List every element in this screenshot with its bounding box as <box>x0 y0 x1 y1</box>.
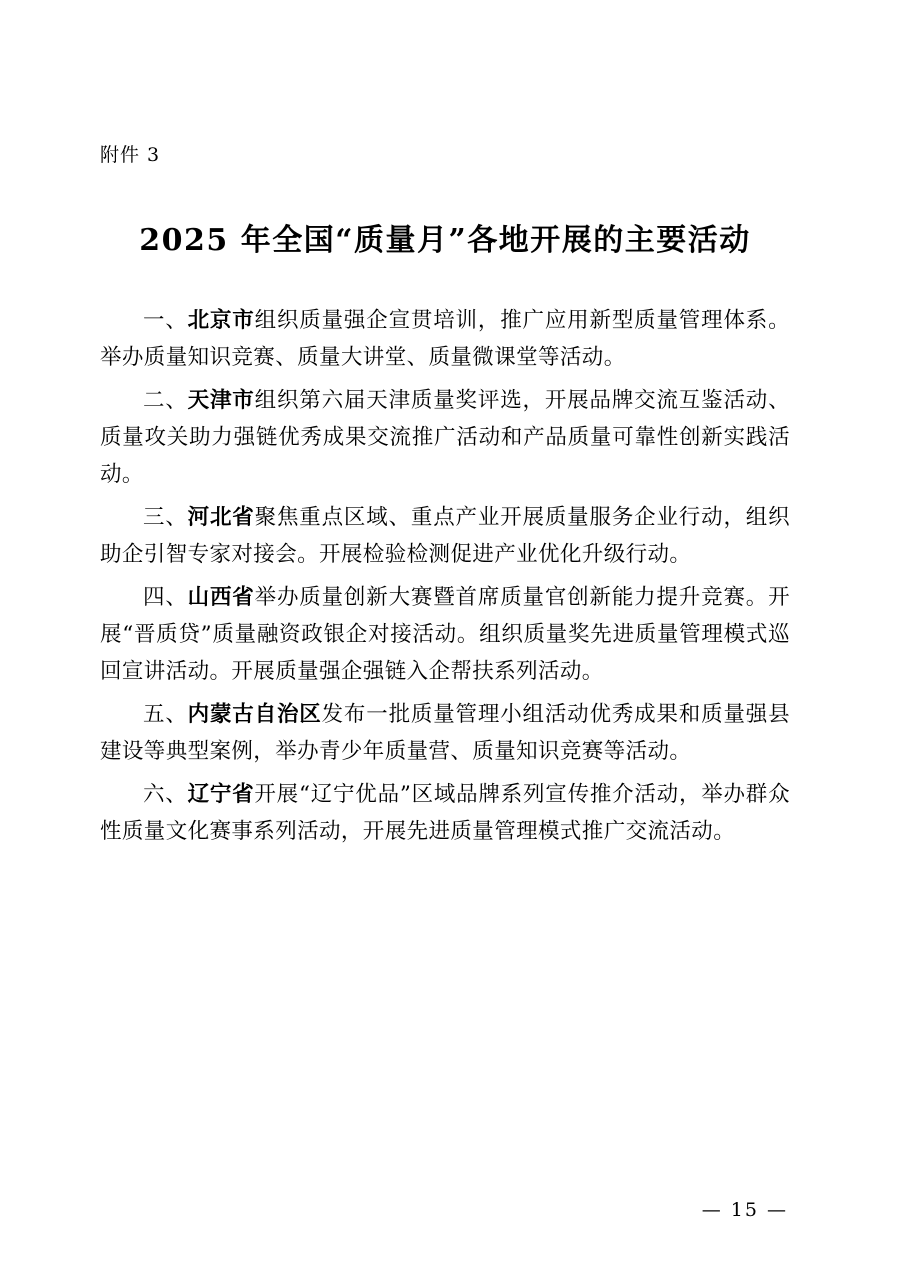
paragraph-text: 组织质量强企宣贯培训，推广应用新型质量管理体系。举办质量知识竞赛、质量大讲堂、质量微课堂等活动。 <box>100 308 790 370</box>
paragraph-index: 一、 <box>143 308 188 333</box>
attachment-label: 附件 3 <box>100 144 161 166</box>
paragraph-list <box>100 303 790 851</box>
paragraph-text: 开展“辽宁优品”区域品牌系列宣传推介活动，举办群众性质量文化赛事系列活动，开展先进质量管理模式推广交流活动。 <box>100 781 790 844</box>
paragraph-item <box>100 500 790 574</box>
paragraph-item <box>100 697 790 771</box>
page-number: — 15 — <box>701 1199 788 1221</box>
paragraph-item <box>100 303 790 377</box>
paragraph-index: 四、 <box>143 584 188 610</box>
paragraph-text: 组织第六届天津质量奖评选，开展品牌交流互鉴活动、质量攻关助力强链优秀成果交流推广活动和产品质量可靠性创新实践活动。 <box>100 387 790 487</box>
paragraph-item <box>100 777 790 851</box>
paragraph-region: 内蒙古自治区 <box>187 701 322 727</box>
paragraph-text: 举办质量创新大赛暨首席质量官创新能力提升竞赛。开展“晋质贷”质量融资政银企对接活动。组织质量奖先进质量管理模式巡回宣讲活动。开展质量强企强链入企帮扶系列活动。 <box>100 584 790 684</box>
page-title: 2025 年全国“质量月”各地开展的主要活动 <box>139 223 751 258</box>
paragraph-region: 辽宁省 <box>187 781 255 807</box>
paragraph-region: 北京市 <box>187 308 255 333</box>
paragraph-index: 二、 <box>143 387 188 413</box>
paragraph-region: 河北省 <box>187 504 255 530</box>
paragraph-index: 三、 <box>143 504 188 530</box>
paragraph-text: 发布一批质量管理小组活动优秀成果和质量强县建设等典型案例，举办青少年质量营、质量知识竞赛等活动。 <box>100 701 790 764</box>
paragraph-region: 山西省 <box>187 584 255 610</box>
paragraph-index: 六、 <box>143 781 188 807</box>
paragraph-text: 聚焦重点区域、重点产业开展质量服务企业行动，组织助企引智专家对接会。开展检验检测促进产业优化升级行动。 <box>100 504 790 567</box>
paragraph-index: 五、 <box>143 701 188 727</box>
paragraph-region: 天津市 <box>187 387 255 413</box>
paragraph-item <box>100 580 790 691</box>
paragraph-item <box>100 383 790 494</box>
